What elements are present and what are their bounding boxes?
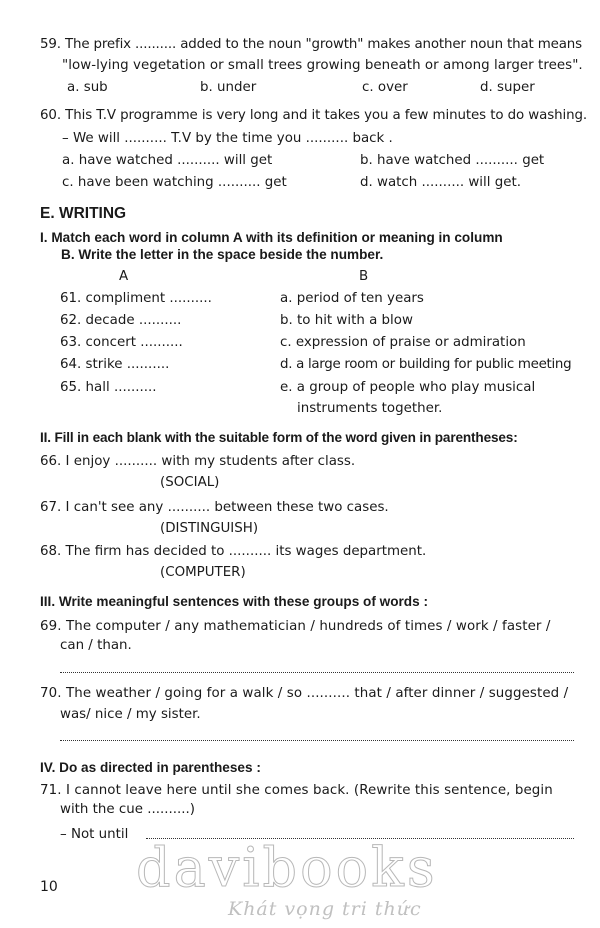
q60-option-a: a. have watched .......... will get [62, 153, 273, 168]
part1-heading-line2: B. Write the letter in the space beside the number. [61, 247, 384, 262]
column-a-label: A [119, 269, 129, 284]
column-b-label: B [359, 269, 369, 284]
q60-option-b: b. have watched .......... get [360, 153, 545, 168]
part3-heading: III. Write meaningful sentences with these groups of words : [40, 594, 428, 609]
item-a-65: 65. hall .......... [60, 380, 157, 395]
q71-cue: – Not until [60, 827, 129, 842]
q59-option-d: d. super [480, 80, 535, 95]
item-a-64: 64. strike .......... [60, 357, 170, 372]
item-b-e-cont: instruments together. [297, 401, 443, 416]
part2-heading: II. Fill in each blank with the suitable form of the word given in parentheses: [40, 430, 518, 445]
q68: 68. The firm has decided to .......... its wages department. [40, 544, 427, 559]
item-b-d: d. a large room or building for public meeting [280, 357, 572, 372]
part4-heading: IV. Do as directed in parentheses : [40, 760, 261, 775]
q60-line1: 60. This T.V programme is very long and it takes you a few minutes to do washing. [40, 108, 588, 123]
q69-line2: can / than. [60, 638, 132, 653]
q68-cue: (COMPUTER) [160, 565, 246, 580]
q60-line2: – We will .......... T.V by the time you .......... back . [62, 131, 393, 146]
item-b-c: c. expression of praise or admiration [280, 335, 526, 350]
page-number: 10 [40, 879, 58, 895]
q60-option-c: c. have been watching .......... get [62, 175, 287, 190]
item-b-b: b. to hit with a blow [280, 313, 413, 328]
q70-line1: 70. The weather / going for a walk / so .......... that / after dinner / suggested / [40, 686, 569, 701]
q70-line2: was/ nice / my sister. [60, 707, 201, 722]
watermark-slogan: Khát vọng tri thức [228, 898, 422, 920]
q71-line1: 71. I cannot leave here until she comes back. (Rewrite this sentence, begin [40, 783, 553, 798]
item-b-e: e. a group of people who play musical [280, 380, 536, 395]
item-a-61: 61. compliment .......... [60, 291, 212, 306]
q66: 66. I enjoy .......... with my students after class. [40, 454, 356, 469]
watermark-logo: davibooks [136, 836, 438, 899]
q59-option-a: a. sub [67, 80, 108, 95]
item-a-62: 62. decade .......... [60, 313, 182, 328]
q59-line1: 59. The prefix .......... added to the noun "growth" makes another noun that means [40, 37, 582, 52]
q67: 67. I can't see any .......... between these two cases. [40, 500, 389, 515]
q69-line1: 69. The computer / any mathematician / hundreds of times / work / faster / [40, 619, 551, 634]
item-b-a: a. period of ten years [280, 291, 424, 306]
part1-heading-line1: I. Match each word in column A with its definition or meaning in column [40, 230, 503, 245]
q59-option-b: b. under [200, 80, 257, 95]
q60-option-d: d. watch .......... will get. [360, 175, 521, 190]
q70-answer-line[interactable] [60, 740, 574, 741]
q66-cue: (SOCIAL) [160, 475, 220, 490]
q59-line2: "low-lying vegetation or small trees growing beneath or among larger trees". [62, 58, 583, 73]
item-a-63: 63. concert .......... [60, 335, 183, 350]
q69-answer-line[interactable] [60, 672, 574, 673]
q71-line2: with the cue ..........) [60, 802, 196, 817]
q59-option-c: c. over [362, 80, 408, 95]
q67-cue: (DISTINGUISH) [160, 521, 259, 536]
section-title: E. WRITING [40, 205, 127, 222]
